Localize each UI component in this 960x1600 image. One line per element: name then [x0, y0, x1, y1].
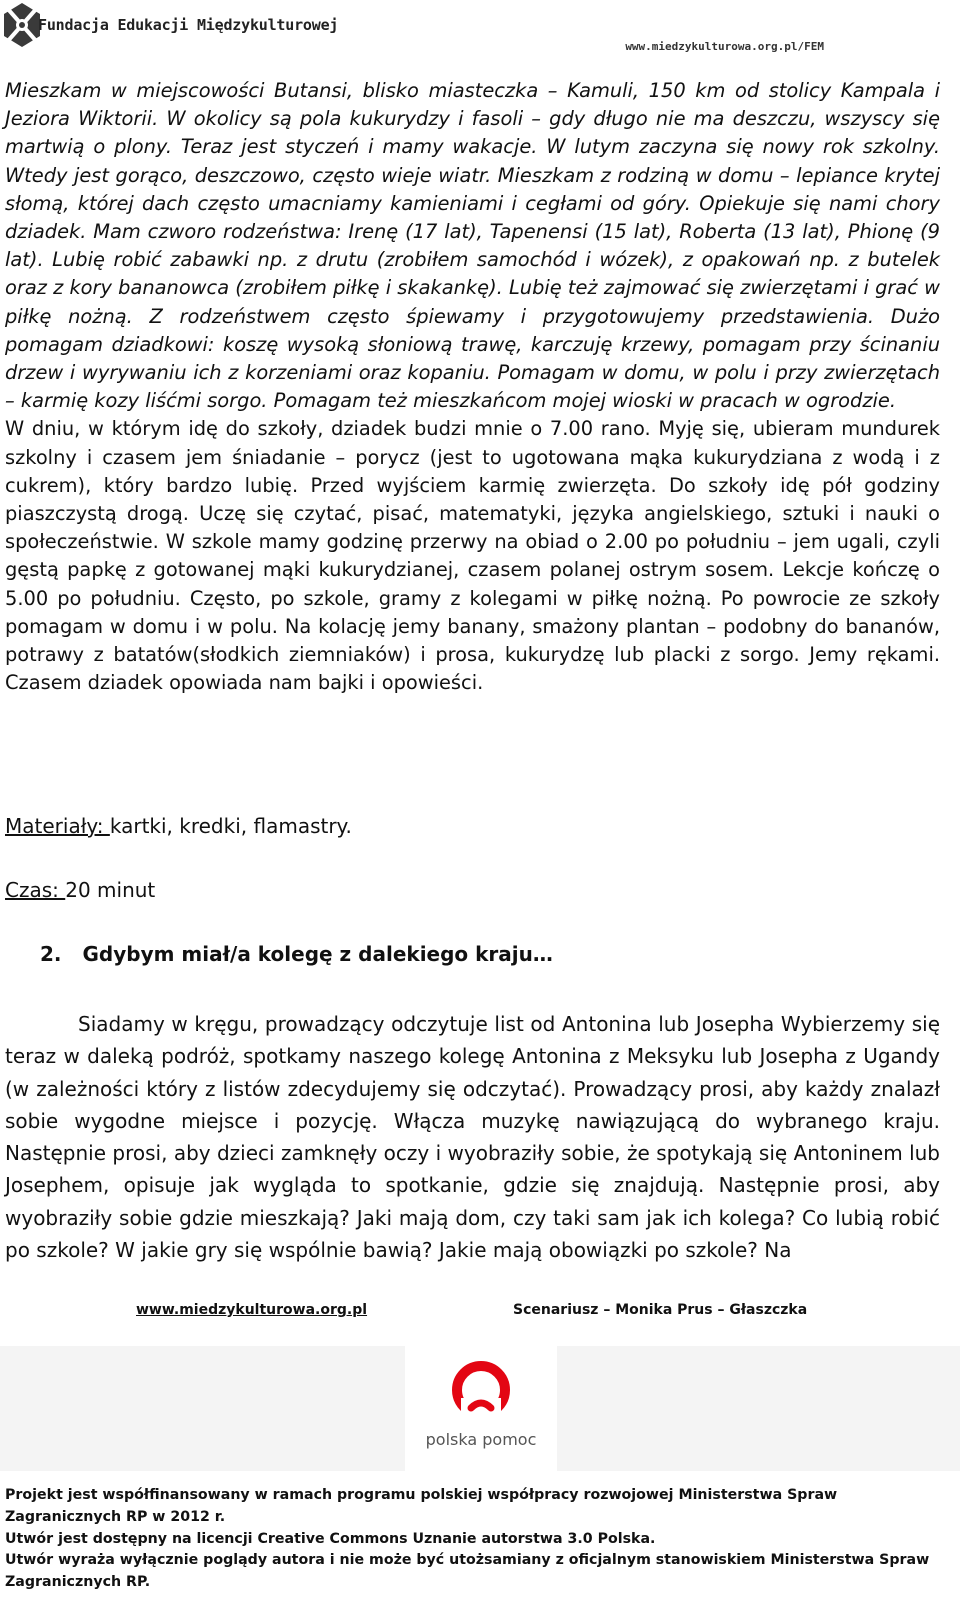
day-paragraph: W dniu, w którym idę do szkoły, dziadek budzi mnie o 7.00 rano. Myję się, ubieram mundurek szkolny i czasem jem śniadanie – porycz (jest to ugotowana mąka kukurydziana z wodą i z cukrem), który bardzo lubię. Przed wyjściem karmię zwierzęta. Do szkoły idę pół godziny piaszczystą drogą. Uczę się czytać, pisać, matematyki, języka angielskiego, sztuki i nauki o społeczeństwie. W szkole mamy godzinę przerwy na obiad o 2.00 po południu – jem ugali, czyli gęstą papkę z gotowanej mąki kukurydzianej, czasem polanej ostrym sosem. Lekcje kończę o 5.00 po południu. Często, po szkole, gramy z kolegami w piłkę nożną. Po powrocie ze szkoły pomagam w domu i w polu. Na kolację jemy banany, smażony plantan – podobny do bananów, potrawy z batatów(słodkich ziemniaków) i prosa, kukurydzę lub placki z sorgo. Jemy rękami. Czasem dziadek opowiada nam bajki i opowieści. [5, 417, 940, 695]
polska-pomoc-icon [405, 1346, 557, 1430]
materials-value: kartki, kredki, flamastry. [109, 814, 352, 838]
funding-notice [5, 1485, 955, 1594]
polska-pomoc-text: polska pomoc [425, 1430, 537, 1449]
logo-banner [0, 1346, 960, 1471]
time-label: Czas: [5, 878, 66, 902]
section-heading [40, 942, 553, 966]
materials-line [5, 814, 352, 838]
foundation-name: Fundacja Edukacji Międzykulturowej [38, 16, 339, 34]
footer-url-link[interactable]: www.miedzykulturowa.org.pl [136, 1302, 368, 1318]
disclaimer-line: Utwór wyraża wyłącznie poglądy autora i nie może być utożsamiany z oficjalnym stanowiskiem Ministerstwa Spraw Zagranicznych RP. [5, 1552, 930, 1591]
section-text-block [5, 1008, 940, 1266]
time-line [5, 878, 155, 902]
header-url: www.miedzykulturowa.org.pl/FEM [625, 40, 824, 53]
polska-pomoc-logo [405, 1346, 557, 1471]
section-text: Siadamy w kręgu, prowadzący odczytuje list od Antonina lub Josepha Wybierzemy się teraz w daleką podróż, spotkamy naszego kolegę Antonina z Meksyku lub Josepha z Ugandy (w zależności który z listów zdecydujemy się odczytać). Prowadzący prosi, aby każdy znalazł sobie wygodne miejsce i pozycję. Włącza muzykę nawiązującą do wybranego kraju. Następnie prosi, aby dzieci zamknęły oczy i wyobraziły sobie, że spotykają się Antoninem lub Josephem, opisuje jak wygląda to spotkanie, gdzie się znajdują. Następnie prosi, aby wyobraziły sobie gdzie mieszkają? Jaki mają dom, czy taki sam jak ich kolega? Co lubią robić po szkole? W jakie gry się wspólnie bawią? Jakie mają obowiązki po szkole? Na [5, 1012, 940, 1263]
foundation-logo-icon [3, 2, 41, 48]
footer-author: Scenariusz – Monika Prus – Głaszczka [513, 1302, 808, 1318]
intro-paragraph: Mieszkam w miejscowości Butansi, blisko miasteczka – Kamuli, 150 km od stolicy Kampala i Jeziora Wiktorii. W okolicy są pola kukurydzy i fasoli – gdy długo nie ma deszczu, wszyscy się martwią o plony. Teraz jest styczeń i mamy wakacje. W lutym zaczyna się nowy rok szkolny. Wtedy jest gorąco, deszczowo, często wieje wiatr. Mieszkam z rodziną w domu – lepiance krytej słomą, której dach często umacniamy kamieniami i cegłami od góry. Opiekuje się nami chory dziadek. Mam czworo rodzeństwa: Irenę (17 lat), Tapenensi (15 lat), Roberta (13 lat), Phionę (9 lat). Lubię robić zabawki np. z drutu (zrobiłem samochód i wózek), z opakowań np. z butelek oraz z kory bananowca (zrobiłem piłkę i skakankę). Lubię też zajmować się zwierzętami i grać w piłkę nożną. Z rodzeństwem często śpiewamy i przygotowujemy przedstawienia. Dużo pomagam dziadkowi: koszę wysoką słoniową trawę, karczuję krzewy, pomagam przy ścinaniu drzew i wyrywaniu ich z korzeniami oraz kopaniu. Pomagam w domu, w polu i przy zwierzętach – karmię kozy liśćmi sorgo. Pomagam też mieszkańcom mojej wioski w pracach w ogrodzie. [5, 79, 940, 413]
materials-label: Materiały: [5, 814, 110, 838]
section-title: Gdybym miał/a kolegę z dalekiego kraju… [82, 942, 553, 966]
section-number: 2. [40, 942, 62, 966]
funding-line-1: Projekt jest współfinansowany w ramach programu polskiej współpracy rozwojowej Ministerstwa Spraw Zagranicznych RP w 2012 r. [5, 1487, 838, 1525]
time-value: 20 minut [65, 878, 156, 902]
license-line: Utwór jest dostępny na licencji Creative Commons Uznanie autorstwa 3.0 Polska. [5, 1530, 656, 1547]
story-text [5, 77, 940, 697]
page-header [0, 0, 960, 70]
